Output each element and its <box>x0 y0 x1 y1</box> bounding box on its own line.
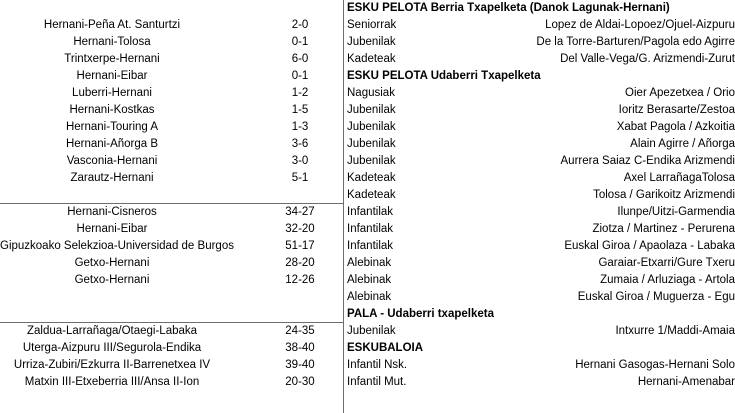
category: Infantilak <box>347 223 394 235</box>
pairing: Ilunpe/Uitzi-Garmendia <box>617 206 735 218</box>
match-name: Hernani-Tolosa <box>73 36 151 48</box>
section-heading: PALA - Udaberri txapelketa <box>347 308 494 320</box>
pairing: Intxurre 1/Maddi-Amaia <box>615 325 735 337</box>
match-score: 6-0 <box>291 53 309 65</box>
category: Jubenilak <box>347 36 396 48</box>
list-item <box>345 221 735 238</box>
list-item <box>345 170 735 187</box>
pairing: Alain Agirre / Añorga <box>630 138 735 150</box>
list-item <box>345 289 735 306</box>
match-score: 3-6 <box>291 138 309 150</box>
pairing: Euskal Giroa / Muguerza - Egu <box>577 291 735 303</box>
match-name: Hernani-Eibar <box>76 70 148 82</box>
match-name: Hernani-Kostkas <box>69 104 155 116</box>
left-results-panel <box>0 0 343 413</box>
table-row <box>0 136 343 153</box>
match-name: Zarautz-Hernani <box>70 172 154 184</box>
category: Alebinak <box>347 291 392 303</box>
list-item <box>345 204 735 221</box>
match-name: Gipuzkoako Selekzioa-Universidad de Burgos <box>0 240 234 252</box>
table-row <box>0 153 343 170</box>
pairing: Axel LarrañagaTolosa <box>623 172 735 184</box>
match-name: Getxo-Hernani <box>74 257 150 269</box>
table-row <box>0 102 343 119</box>
pairing: Aurrera Saiaz C-Endika Arizmendi <box>560 155 735 167</box>
match-score: 2-0 <box>291 19 309 31</box>
table-row <box>0 204 343 221</box>
match-score: 1-2 <box>291 87 309 99</box>
match-score: 12-26 <box>285 274 315 286</box>
pairing: Ziotza / Martinez - Perurena <box>592 223 735 235</box>
category: Jubenilak <box>347 155 396 167</box>
handball-results <box>0 204 343 289</box>
match-score: 38-40 <box>285 342 315 354</box>
list-item <box>345 153 735 170</box>
match-name: Getxo-Hernani <box>74 274 150 286</box>
pairing: Del Valle-Vega/G. Arizmendi-Zurut <box>560 53 735 65</box>
pairing: Garaiar-Etxarri/Gure Txeru <box>598 257 735 269</box>
match-name: Hernani-Touring A <box>65 121 159 133</box>
category: Kadeteak <box>347 53 396 65</box>
category: Kadeteak <box>347 172 396 184</box>
match-name: Hernani-Cisneros <box>67 206 157 218</box>
list-item <box>345 51 735 68</box>
match-name: Vasconia-Hernani <box>66 155 158 167</box>
pairing: Hernani Gasogas-Hernani Solo <box>575 359 735 371</box>
category: Jubenilak <box>347 121 396 133</box>
table-row <box>0 119 343 136</box>
match-name: Hernani-Eibar <box>76 223 148 235</box>
table-row <box>0 68 343 85</box>
match-name: Uterga-Aizpuru III/Segurola-Endika <box>22 342 202 354</box>
match-score: 24-35 <box>285 325 315 337</box>
table-row <box>0 238 343 255</box>
section-heading: ESKU PELOTA Berria Txapelketa (Danok Lagunak-Hernani) <box>347 2 670 14</box>
table-row <box>0 85 343 102</box>
match-score: 39-40 <box>285 359 315 371</box>
list-item <box>345 272 735 289</box>
pairing: Oier Apezetxea / Orio <box>625 87 735 99</box>
category: Alebinak <box>347 274 392 286</box>
pairing: Ioritz Berasarte/Zestoa <box>618 104 735 116</box>
match-name: Hernani-Añorga B <box>65 138 159 150</box>
list-item <box>345 374 735 391</box>
match-score: 34-27 <box>285 206 315 218</box>
table-row <box>0 170 343 187</box>
category: Infantil Nsk. <box>347 359 408 371</box>
list-item <box>345 357 735 374</box>
right-schedule-panel <box>345 0 735 413</box>
table-row <box>0 340 343 357</box>
table-row <box>0 272 343 289</box>
match-score: 3-0 <box>291 155 309 167</box>
list-item <box>345 255 735 272</box>
category: Seniorrak <box>347 19 397 31</box>
category: Jubenilak <box>347 104 396 116</box>
category: Jubenilak <box>347 325 396 337</box>
table-row <box>0 34 343 51</box>
match-score: 1-3 <box>291 121 309 133</box>
match-score: 28-20 <box>285 257 315 269</box>
match-name: Luberri-Hernani <box>72 87 152 99</box>
table-row <box>0 17 343 34</box>
pairing: Tolosa / Garikoitz Arizmendi <box>593 189 735 201</box>
match-score: 0-1 <box>291 36 309 48</box>
category: Infantilak <box>347 206 394 218</box>
category: Jubenilak <box>347 138 396 150</box>
match-name: Urriza-Zubiri/Ezkurra II-Barrenetxea IV <box>13 359 211 371</box>
match-score: 1-5 <box>291 104 309 116</box>
category: Nagusiak <box>347 87 395 99</box>
football-results <box>0 17 343 187</box>
match-score: 0-1 <box>291 70 309 82</box>
pairing: Zumaia / Arluziaga - Artola <box>600 274 735 286</box>
pairing: De la Torre-Barturen/Pagola edo Agirre <box>536 36 735 48</box>
match-name: Zaldua-Larrañaga/Otaegi-Labaka <box>26 325 198 337</box>
list-item <box>345 238 735 255</box>
match-score: 5-1 <box>291 172 309 184</box>
pairing: Lopez de Aldai-Lopoez/Ojuel-Aizpuru <box>545 19 735 31</box>
list-item <box>345 17 735 34</box>
table-row <box>0 357 343 374</box>
list-item <box>345 102 735 119</box>
list-item <box>345 119 735 136</box>
table-row <box>0 374 343 391</box>
category: Alebinak <box>347 257 392 269</box>
table-row <box>0 323 343 340</box>
category: Infantil Mut. <box>347 376 407 388</box>
match-score: 20-30 <box>285 376 315 388</box>
pairing: Euskal Giroa / Apaolaza - Labaka <box>564 240 735 252</box>
table-row <box>0 255 343 272</box>
list-item <box>345 187 735 204</box>
list-item <box>345 34 735 51</box>
section-heading: ESKUBALOIA <box>347 342 424 354</box>
category: Infantilak <box>347 240 394 252</box>
table-row <box>0 221 343 238</box>
category: Kadeteak <box>347 189 396 201</box>
pairing: Xabat Pagola / Azkoitia <box>616 121 735 133</box>
section-heading: ESKU PELOTA Udaberri Txapelketa <box>347 70 541 82</box>
pelota-results <box>0 323 343 391</box>
list-item <box>345 136 735 153</box>
match-name: Hernani-Peña At. Santurtzi <box>43 19 181 31</box>
list-item <box>345 323 735 340</box>
match-name: Trintxerpe-Hernani <box>64 53 160 65</box>
column-divider <box>343 0 344 413</box>
list-item <box>345 85 735 102</box>
match-score: 32-20 <box>285 223 315 235</box>
match-name: Matxin III-Etxeberria III/Ansa II-Ion <box>24 376 200 388</box>
match-score: 51-17 <box>285 240 315 252</box>
pairing: Hernani-Amenabar <box>637 376 735 388</box>
table-row <box>0 51 343 68</box>
